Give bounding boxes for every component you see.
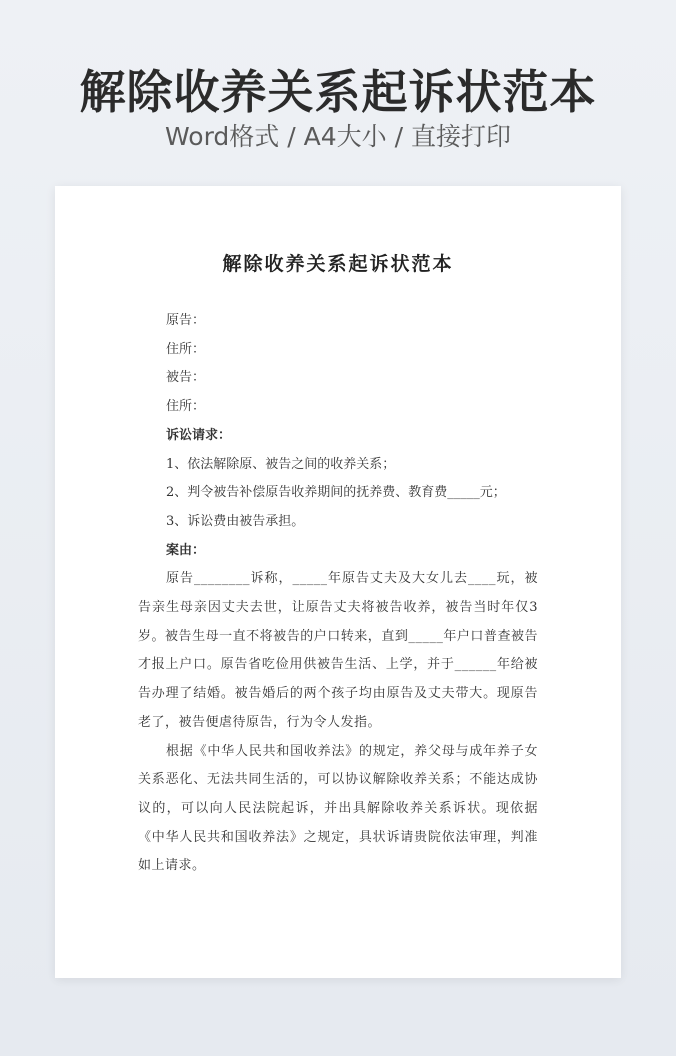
claims-heading: 诉讼请求： [166, 427, 232, 443]
banner-title: 解除收养关系起诉状范本 [79, 65, 597, 119]
field-defendant: 被告： [166, 370, 206, 386]
reasons-heading: 案由： [166, 542, 206, 558]
reasons-paragraph: 原告________诉称，_____年原告丈夫及大女儿去____玩，被告亲生母亲因丈夫去世，让原告丈夫将被告收养，被告当时年仅3岁。被告生母一直不将被告的户口转来，直到_____年户口普查被告才报上户口。原告省吃俭用供被告生活、上学，并于______年给被告办理了结婚。被告婚后的两个孩子均由原告及丈夫带大。现原告老了，被告便虐待原告，行为令人发指。 [138, 571, 538, 730]
document-title: 解除收养关系起诉状范本 [222, 253, 454, 275]
legal-basis-paragraph: 根据《中华人民共和国收养法》的规定，养父母与成年养子女关系恶化、无法共同生活的，可以协议解除收养关系；不能达成协议的，可以向人民法院起诉，并出具解除收养关系诉状。现依据《中华人民共和国收养法》之规定，具状诉请贵院依法审理，判准如上请求。 [138, 743, 538, 874]
field-defendant-address: 住所： [166, 399, 206, 415]
document-body [138, 307, 538, 881]
field-plaintiff-address: 住所： [166, 341, 206, 357]
field-plaintiff: 原告： [166, 313, 206, 328]
document-page [55, 186, 621, 978]
claim-item: 2、判令被告补偿原告收养期间的抚养费、教育费_____元； [166, 485, 506, 501]
banner-subtitle: Word格式 / A4大小 / 直接打印 [165, 122, 511, 151]
claim-item: 1、依法解除原、被告之间的收养关系； [166, 456, 396, 472]
claim-item: 3、诉讼费由被告承担。 [166, 513, 305, 529]
